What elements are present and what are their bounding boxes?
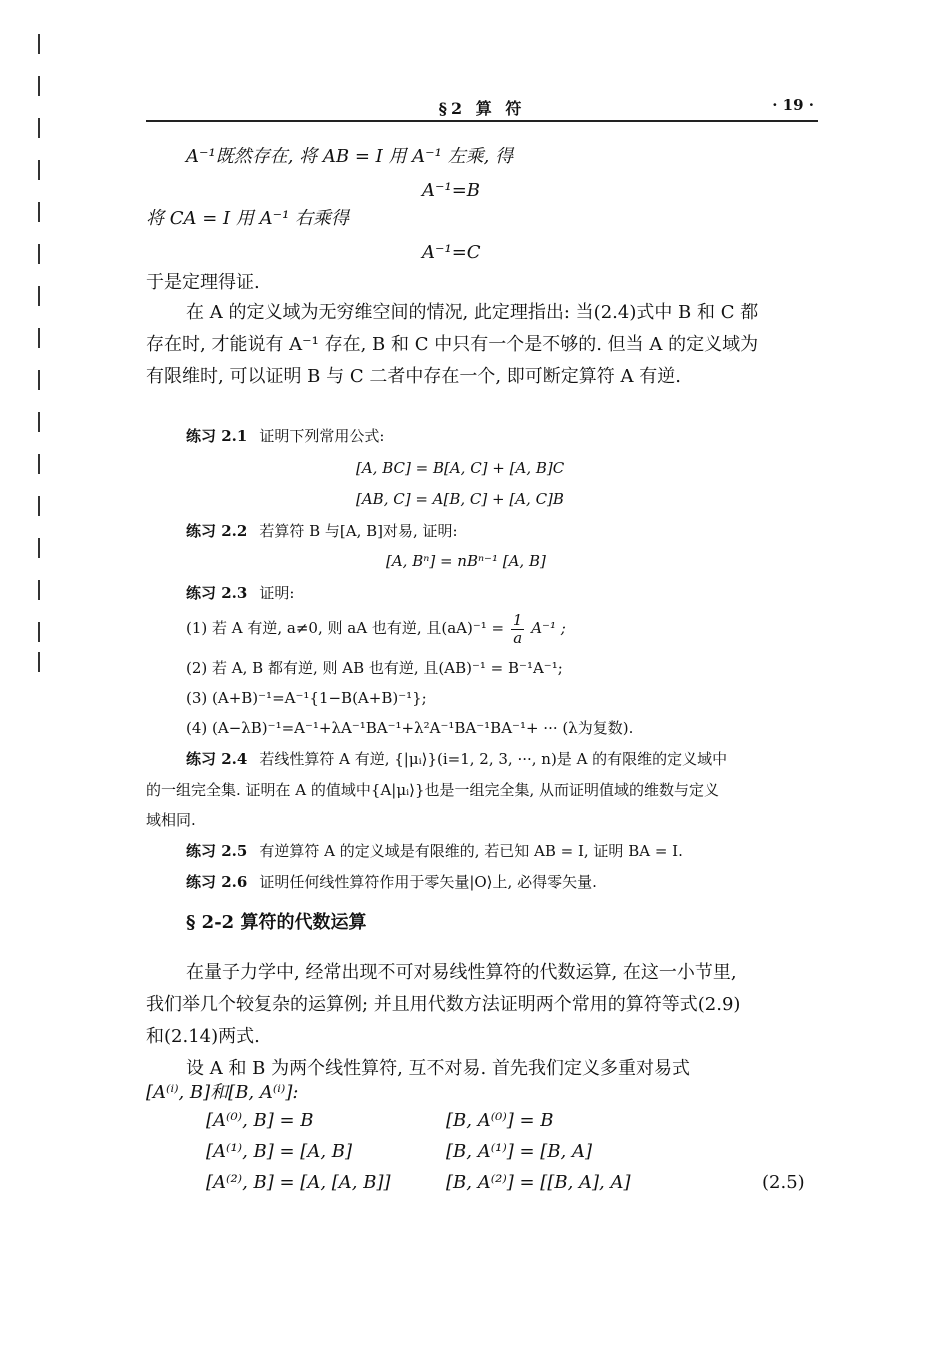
text-line: A⁻¹既然存在, 将 AB = I 用 A⁻¹ 左乘, 得: [186, 146, 514, 167]
exercise-item-3: (3) (A+B)⁻¹=A⁻¹{1−B(A+B)⁻¹};: [186, 689, 427, 707]
exercise-text: 有逆算符 A 的定义域是有限维的, 若已知 AB = I, 证明 BA = I.: [259, 842, 683, 860]
exercise-2-6: [186, 873, 597, 891]
equation-row: [206, 1110, 826, 1141]
exercise-label: 练习 2.5: [186, 842, 248, 860]
running-header: [146, 94, 818, 122]
exercise-label: 练习 2.3: [186, 584, 248, 602]
paragraph-line: 设 A 和 B 为两个线性算符, 互不对易. 首先我们定义多重对易式: [186, 1058, 690, 1079]
exercise-label: 练习 2.1: [186, 427, 248, 445]
item-text: (1) 若 A 有逆, a≠0, 则 aA 也有逆, 且(aA)⁻¹ =: [186, 619, 505, 637]
exercise-text: 证明:: [259, 584, 295, 602]
formula: [A, BC] = B[A, C] + [A, B]C: [356, 459, 565, 477]
exercise-item-4: (4) (A−λB)⁻¹=A⁻¹+λA⁻¹BA⁻¹+λ²A⁻¹BA⁻¹BA⁻¹+ ··· (λ为复数).: [186, 719, 634, 737]
equation-left: [A⁽²⁾, B] = [A, [A, B]]: [206, 1172, 391, 1193]
exercise-label: 练习 2.2: [186, 522, 248, 540]
exercise-text-line: 域相同.: [146, 811, 196, 829]
page-number: · 19 ·: [772, 96, 814, 114]
paragraph-line: 有限维时, 可以证明 B 与 C 二者中存在一个, 即可断定算符 A 有逆.: [146, 366, 681, 387]
text-line: 于是定理得证.: [146, 272, 260, 293]
exercise-2-3: [186, 584, 294, 602]
paragraph-line: 在量子力学中, 经常出现不可对易线性算符的代数运算, 在这一小节里,: [186, 962, 737, 983]
equation-number: (2.5): [762, 1172, 805, 1193]
paragraph-line: 存在时, 才能说有 A⁻¹ 存在, B 和 C 中只有一个是不够的. 但当 A 的定义域为: [146, 334, 759, 355]
header-section-title: §2 算 符: [438, 99, 526, 118]
equation-row: [206, 1172, 826, 1203]
exercise-2-4: [186, 750, 727, 768]
exercise-label: 练习 2.6: [186, 873, 248, 891]
exercise-text: 证明任何线性算符作用于零矢量|O⟩上, 必得零矢量.: [259, 873, 597, 891]
equation-inverse-c: A⁻¹=C: [422, 242, 481, 263]
section-heading: § 2-2 算符的代数运算: [186, 912, 367, 933]
paragraph-line: [A⁽ⁱ⁾, B]和[B, A⁽ⁱ⁾]:: [146, 1082, 299, 1103]
paragraph-line: 我们举几个较复杂的运算例; 并且用代数方法证明两个常用的算符等式(2.9): [146, 994, 741, 1015]
equation-right: [B, A⁽⁰⁾] = B: [446, 1110, 554, 1131]
equation-row: [206, 1141, 826, 1172]
equation-right: [B, A⁽²⁾] = [[B, A], A]: [446, 1172, 631, 1193]
equation-inverse-b: A⁻¹=B: [422, 180, 481, 201]
fraction-denominator: a: [513, 628, 523, 647]
exercise-text: 若线性算符 A 有逆, {|μᵢ⟩}(i=1, 2, 3, ···, n)是 A 的有限维的定义域中: [259, 750, 728, 768]
fraction: [511, 612, 525, 646]
exercise-text: 证明下列常用公式:: [259, 427, 385, 445]
equation-left: [A⁽⁰⁾, B] = B: [206, 1110, 314, 1131]
exercise-item-1: [186, 612, 566, 646]
exercise-text-line: 的一组完全集. 证明在 A 的值域中{A|μᵢ⟩}也是一组完全集, 从而证明值域的维数与定义: [146, 781, 720, 799]
exercise-2-5: [186, 842, 683, 860]
exercise-text: 若算符 B 与[A, B]对易, 证明:: [259, 522, 458, 540]
fraction-numerator: 1: [512, 611, 523, 629]
formula: [AB, C] = A[B, C] + [A, C]B: [356, 490, 564, 508]
item-text: A⁻¹ ;: [531, 619, 566, 637]
equation-block-2-5: [206, 1110, 826, 1203]
exercise-label: 练习 2.4: [186, 750, 248, 768]
paragraph-line: 和(2.14)两式.: [146, 1026, 260, 1047]
text-line: 将 CA = I 用 A⁻¹ 右乘得: [146, 208, 350, 229]
exercise-item-2: (2) 若 A, B 都有逆, 则 AB 也有逆, 且(AB)⁻¹ = B⁻¹A⁻¹;: [186, 659, 563, 677]
exercise-2-1: [186, 427, 384, 445]
equation-left: [A⁽¹⁾, B] = [A, B]: [206, 1141, 353, 1162]
equation-right: [B, A⁽¹⁾] = [B, A]: [446, 1141, 593, 1162]
paragraph-line: 在 A 的定义域为无穷维空间的情况, 此定理指出: 当(2.4)式中 B 和 C 都: [186, 302, 759, 323]
formula: [A, Bⁿ] = nBⁿ⁻¹ [A, B]: [386, 552, 546, 570]
exercise-2-2: [186, 522, 458, 540]
